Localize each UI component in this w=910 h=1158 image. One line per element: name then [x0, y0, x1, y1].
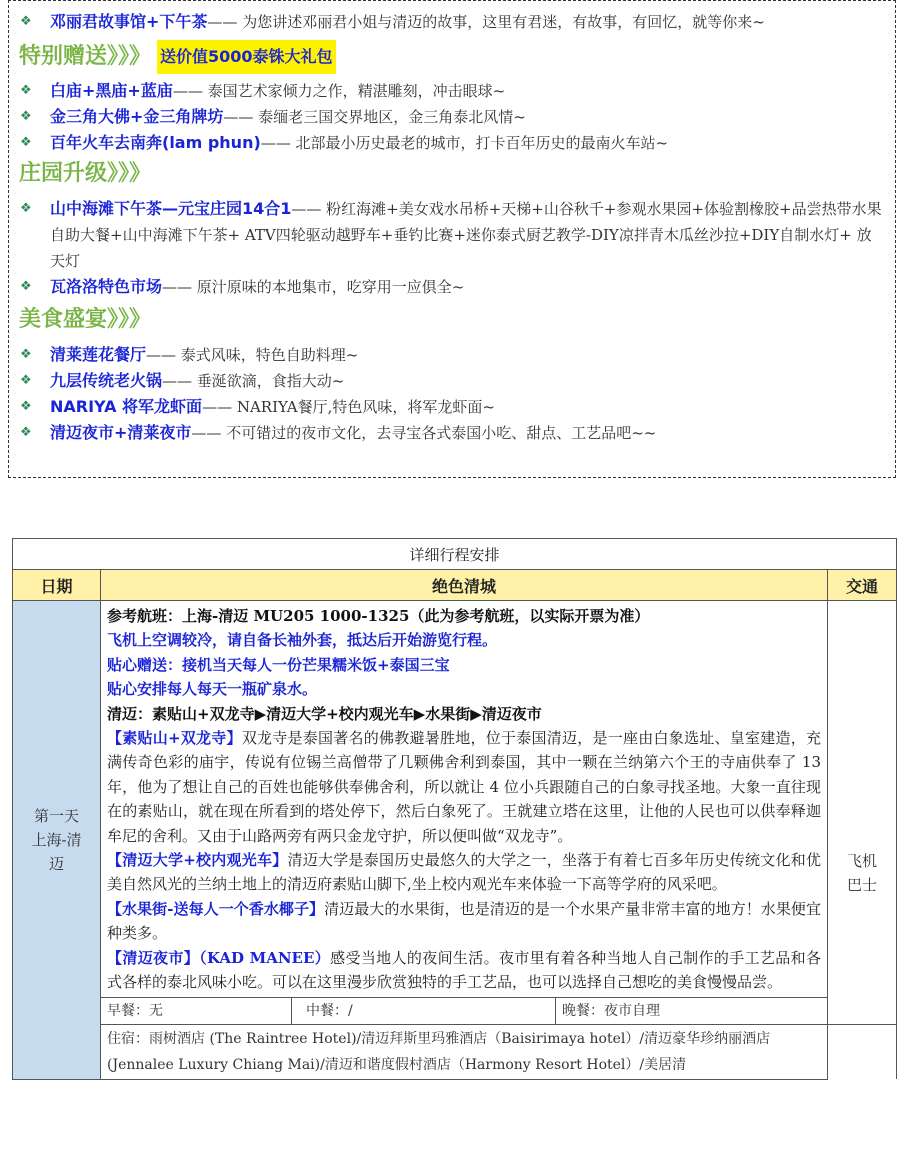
- list-item: [19, 274, 885, 300]
- item-desc: —— 粉红海滩+美女戏水吊桥+天梯+山谷秋千+参观水果园+体验割橡胶+品尝热带水果自助大餐+山中海滩下午茶+ ATV四轮驱动越野车+垂钓比赛+迷你泰式厨艺教学-DIY凉拌青木瓜丝沙拉+DIY自制水灯+ 放天灯: [50, 200, 882, 270]
- item-title: 百年火车去南奔(lam phun): [50, 133, 261, 152]
- item-desc: —— 北部最小历史最老的城市，打卡百年历史的最南火车站~: [260, 134, 669, 152]
- item-title: 邓丽君故事馆+下午茶: [50, 12, 208, 31]
- day-content: [101, 601, 828, 998]
- water-note: 贴心安排每人每天一瓶矿泉水。: [107, 680, 318, 699]
- spot-paragraph: [107, 726, 821, 848]
- spot-paragraph: [107, 897, 821, 946]
- flight-info: 参考航班：上海-清迈 MU205 1000-1325（此为参考航班，以实际开票为准）: [107, 607, 650, 625]
- diamond-bullet-icon: ❖: [20, 14, 32, 29]
- table-title: 详细行程安排: [13, 539, 897, 570]
- estate-section-heading: [19, 158, 885, 190]
- section-heading-text: 特别赠送》》》: [19, 44, 152, 69]
- item-desc: —— 原汁原味的本地集市，吃穿用一应俱全~: [162, 278, 465, 296]
- item-desc: —— 泰式风味，特色自助料理~: [146, 346, 359, 364]
- header-transport: 交通: [828, 570, 897, 601]
- header-date: 日期: [13, 570, 101, 601]
- gift-note: 贴心赠送：接机当天每人一份芒果糯米饭+泰国三宝: [107, 655, 450, 674]
- item-title: 白庙+黑庙+蓝庙: [50, 81, 173, 100]
- item-title: 清莱莲花餐厅: [50, 345, 147, 364]
- list-item: [19, 196, 885, 274]
- list-item: [19, 342, 885, 368]
- diamond-bullet-icon: ❖: [20, 109, 32, 124]
- list-item: [19, 104, 885, 130]
- diamond-bullet-icon: ❖: [20, 399, 32, 414]
- empty-cell: [828, 1024, 897, 1079]
- item-desc: —— 泰国艺术家倾力之作，精湛雕刻，冲击眼球~: [172, 82, 506, 100]
- day-label: 第一天: [33, 806, 79, 825]
- table-row: [13, 601, 897, 998]
- diamond-bullet-icon: ❖: [20, 373, 32, 388]
- list-item: [19, 394, 885, 420]
- route-detail: 清迈：素贴山+双龙寺▶清迈大学+校内观光车▶水果街▶清迈夜市: [107, 704, 542, 723]
- item-desc: —— NARIYA餐厅,特色风味，将军龙虾面~: [202, 398, 495, 416]
- spot-name: 【清迈夜市】（KAD MANEE）: [107, 948, 331, 967]
- day-cell: [13, 601, 101, 1080]
- spot-text: 清迈大学是泰国历史最悠久的大学之一，坐落于有着七百多年历史传统文化和优美自然风光的兰纳土地上的清迈府素贴山脚下,坐上校内观光车来体验一下高等学府的风采吧。: [107, 851, 821, 894]
- stay-cell: 住宿：雨树酒店 (The Raintree Hotel)/清迈拜斯里玛雅酒店（Baisirimaya hotel）/清迈豪华珍纳丽酒店(Jennalee Luxury Chiang Mai)/清迈和谐度假村酒店（Harmony Resort Hotel）/美居清: [101, 1024, 828, 1079]
- item-title: 金三角大佛+金三角牌坊: [50, 107, 224, 126]
- item-title: NARIYA 将军龙虾面: [50, 397, 203, 416]
- item-desc: —— 垂涎欲滴，食指大动~: [162, 372, 345, 390]
- meals-row: [13, 997, 897, 1024]
- header-title: 绝色清城: [101, 570, 828, 601]
- spot-text: 双龙寺是泰国著名的佛教避暑胜地，位于泰国清迈，是一座由白象选址、皇室建造，充满传奇色彩的庙宇，传说有位锡兰高僧带了几颗佛舍利到泰国，其中一颗在兰纳第六个王的寺庙供奉了 13 年，他为了想让自己的百姓也能够供奉佛舍利，所以就让 4 位小兵跟随自己的白象寻找圣地。大象一直往现在的素贴山，就在现在所看到的塔处停下，然后白象死了。王就建立塔在这里，让他的人民也可以供奉释迦牟尼的舍利。又由于山路两旁有两只金龙守护，所以便叫做“双龙寺”。: [107, 729, 821, 845]
- transport-text: 飞机巴士: [846, 852, 877, 894]
- stay-row: [13, 1024, 897, 1079]
- list-item: [19, 130, 885, 156]
- day-route: 上海-清迈: [31, 830, 82, 873]
- spot-name: 【清迈大学+校内观光车】: [107, 851, 288, 870]
- transport-cell: [828, 601, 897, 1025]
- gift-section-heading: [19, 40, 885, 74]
- diamond-bullet-icon: ❖: [20, 425, 32, 440]
- list-item: [19, 9, 885, 35]
- section-heading-text: 美食盛宴》》》: [19, 307, 152, 332]
- breakfast-cell: 早餐：无: [101, 997, 292, 1024]
- diamond-bullet-icon: ❖: [20, 201, 32, 216]
- diamond-bullet-icon: ❖: [20, 83, 32, 98]
- gift-highlight-badge: 送价值5000泰铢大礼包: [157, 40, 336, 74]
- section-heading-text: 庄园升级》》》: [19, 161, 152, 186]
- aircon-note: 飞机上空调较冷，请自备长袖外套，抵达后开始游览行程。: [107, 631, 498, 650]
- lunch-cell: 中餐：/: [292, 997, 556, 1024]
- list-item: [19, 78, 885, 104]
- spot-name: 【水果街-送每人一个香水椰子】: [107, 899, 325, 918]
- list-item: [19, 420, 885, 446]
- dinner-cell: 晚餐：夜市自理: [556, 997, 828, 1024]
- item-title: 清迈夜市+清莱夜市: [50, 423, 192, 442]
- highlights-panel: [8, 0, 896, 478]
- food-section-heading: [19, 304, 885, 336]
- list-item: [19, 368, 885, 394]
- item-title: 山中海滩下午茶—元宝庄园14合1: [50, 199, 292, 218]
- itinerary-table: [12, 538, 897, 1080]
- spot-paragraph: [107, 848, 821, 897]
- item-desc: —— 泰缅老三国交界地区，金三角泰北风情~: [223, 108, 526, 126]
- spot-name: 【素贴山+双龙寺】: [107, 729, 242, 748]
- spot-paragraph: [107, 946, 821, 995]
- diamond-bullet-icon: ❖: [20, 347, 32, 362]
- item-title: 瓦洛洛特色市场: [50, 277, 163, 296]
- spot-text: 感受当地人的夜间生活。夜市里有着各种当地人自己制作的手工艺品和各式各样的泰北风味小吃。可以在这里漫步欣赏独特的手工艺品，也可以选择自己想吃的美食慢慢品尝。: [107, 948, 821, 992]
- diamond-bullet-icon: ❖: [20, 279, 32, 294]
- spot-text: 清迈最大的水果街，也是清迈的是一个水果产量非常丰富的地方！水果便宜种类多。: [107, 899, 821, 943]
- item-title: 九层传统老火锅: [50, 371, 163, 390]
- item-desc: —— 为您讲述邓丽君小姐与清迈的故事，这里有君迷，有故事，有回忆，就等你来~: [207, 13, 765, 31]
- item-desc: —— 不可错过的夜市文化，去寻宝各式泰国小吃、甜点、工艺品吧~~: [191, 424, 657, 442]
- diamond-bullet-icon: ❖: [20, 135, 32, 150]
